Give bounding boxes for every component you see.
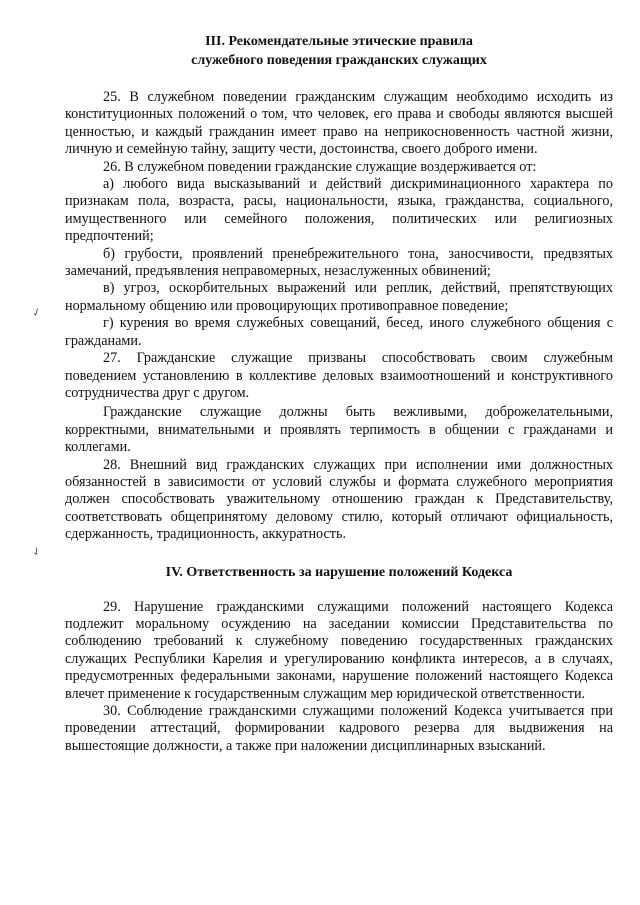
- paragraph-25: 25. В служебном поведении гражданским служащим необходимо исходить из конституционных положений о том, что человек, его права и свободы являются высшей ценностью, и каждый гражданин имеет право на неприкосновенность частной жизни, личную и семейную тайну, защиту чести, достоинства, своего доброго имени.: [65, 89, 613, 158]
- section-3-heading: [65, 32, 613, 70]
- margin-pen-mark: ✓: [30, 305, 44, 321]
- section-3-title-line2: служебного поведения гражданских служащих: [191, 53, 487, 68]
- document-page: [65, 28, 613, 755]
- section-3-title-line1: III. Рекомендательные этические правила: [205, 34, 473, 49]
- paragraph-26-c: в) угроз, оскорбительных выражений или реплик, действий, препятствующих нормальному общению или провоцирующих противоправное поведение;: [65, 280, 613, 314]
- paragraph-27-continued: Гражданские служащие должны быть вежливыми, доброжелательными, корректными, внимательными и проявлять терпимость в общении с гражданами и коллегами.: [65, 404, 613, 456]
- section-4-heading: IV. Ответственность за нарушение положений Кодекса: [165, 564, 513, 580]
- margin-pen-mark: ✓: [29, 544, 45, 560]
- paragraph-26-d: г) курения во время служебных совещаний, бесед, иного служебного общения с гражданами.: [65, 315, 613, 349]
- paragraph-27: 27. Гражданские служащие призваны способствовать своим служебным поведением установлению в коллективе деловых взаимоотношений и конструктивного сотрудничества друг с другом.: [65, 350, 613, 401]
- paragraph-30: 30. Соблюдение гражданскими служащими положений Кодекса учитывается при проведении аттестаций, формировании кадрового резерва для выдвижения на вышестоящие должности, а также при наложении дисциплинарных взысканий.: [65, 703, 613, 754]
- paragraph-26-b: б) грубости, проявлений пренебрежительного тона, заносчивости, предвзятых замечаний, предъявления неправомерных, незаслуженных обвинений;: [65, 245, 613, 280]
- paragraph-26: 26. В служебном поведении гражданские служащие воздерживается от:: [103, 158, 537, 175]
- paragraph-26-a: а) любого вида высказываний и действий дискриминационного характера по признакам пола, возраста, расы, национальности, языка, гражданства, социального, имущественного или семейного положения, политических или религиозных предпочтений;: [65, 176, 613, 245]
- paragraph-28: 28. Внешний вид гражданских служащих при исполнении ими должностных обязанностей в зависимости от условий службы и формата служебного мероприятия должен способствовать уважительному отношению граждан к Представительству, соответствовать общепринятому деловому стилю, который отличают официальность, сдержанность, традиционность, аккуратность.: [65, 456, 613, 543]
- paragraph-29: 29. Нарушение гражданскими служащими положений настоящего Кодекса подлежит моральному осуждению на заседании комиссии Представительства по соблюдению требований к служебному поведению государственных гражданских служащих Республики Карелия и урегулированию конфликта интересов, а в случаях, предусмотренных федеральными законами, нарушение положений настоящего Кодекса влечет применение к государственным служащим мер юридической ответственности.: [65, 598, 613, 702]
